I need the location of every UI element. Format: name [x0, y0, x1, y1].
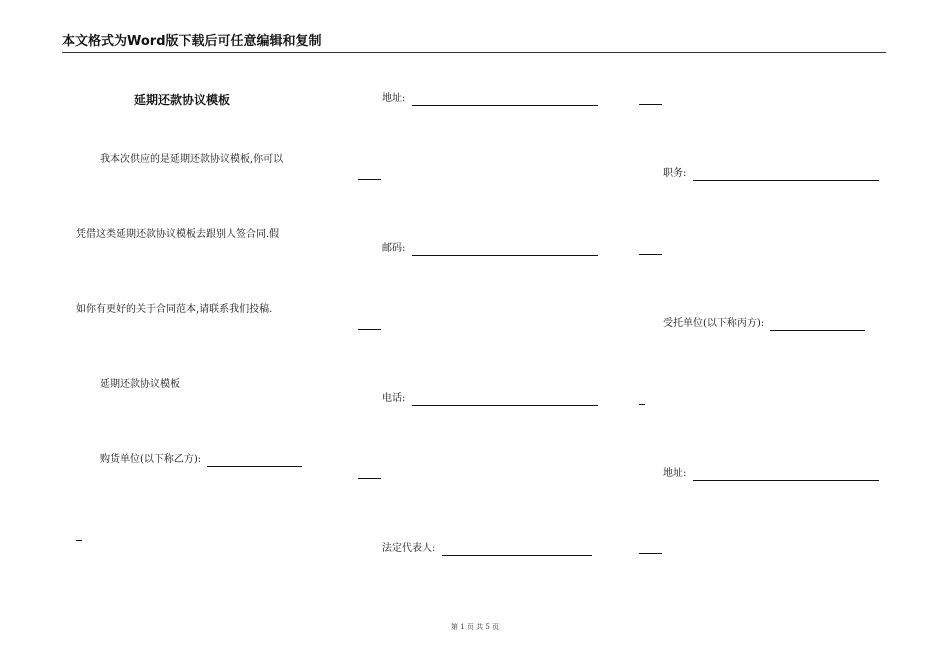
section-subtitle: 延期还款协议模板 [100, 379, 180, 390]
address-field [382, 92, 598, 106]
postcode-label: 邮码: [382, 243, 406, 254]
page-number: 第 1 页 共 5 页 [450, 623, 500, 631]
position-label: 职务: [663, 168, 687, 179]
intro-line-2: 凭借这类延期还款协议模板去跟别人签合同.假 [76, 229, 280, 240]
phone-blank [412, 395, 598, 406]
buyer-label: 购货单位(以下称乙方): [100, 454, 202, 465]
phone-field [382, 392, 598, 406]
blank-line [639, 104, 662, 105]
entrusted-label: 受托单位(以下称丙方): [663, 318, 765, 329]
intro-line-3: 如你有更好的关于合同范本,请联系我们投稿. [76, 304, 273, 315]
blank-line [358, 179, 381, 180]
phone-label: 电话: [382, 393, 406, 404]
header-text: 本文格式为Word版下载后可任意编辑和复制 [62, 34, 322, 49]
legal-rep-label: 法定代表人: [382, 543, 436, 554]
entrusted-field [663, 317, 865, 331]
buyer-blank [207, 456, 302, 467]
address-blank-2 [693, 470, 879, 481]
document-header [62, 34, 886, 53]
postcode-field [382, 242, 598, 256]
address-blank [412, 95, 598, 106]
position-field [663, 167, 879, 181]
blank-line [639, 553, 662, 554]
blank-line [639, 404, 645, 405]
buyer-field [100, 453, 302, 467]
address-field-2 [663, 467, 879, 481]
blank-line [358, 329, 381, 330]
blank-line [358, 478, 381, 479]
address-label-2: 地址: [663, 468, 687, 479]
legal-rep-field [382, 542, 592, 556]
entrusted-blank [770, 320, 865, 331]
blank-line [639, 254, 662, 255]
document-title: 延期还款协议模板 [134, 93, 231, 107]
position-blank [693, 170, 879, 181]
intro-line-1: 我本次供应的是延期还款协议模板,你可以 [100, 154, 284, 165]
legal-rep-blank [442, 545, 592, 556]
address-label: 地址: [382, 93, 406, 104]
postcode-blank [412, 245, 598, 256]
blank-line [76, 540, 82, 541]
